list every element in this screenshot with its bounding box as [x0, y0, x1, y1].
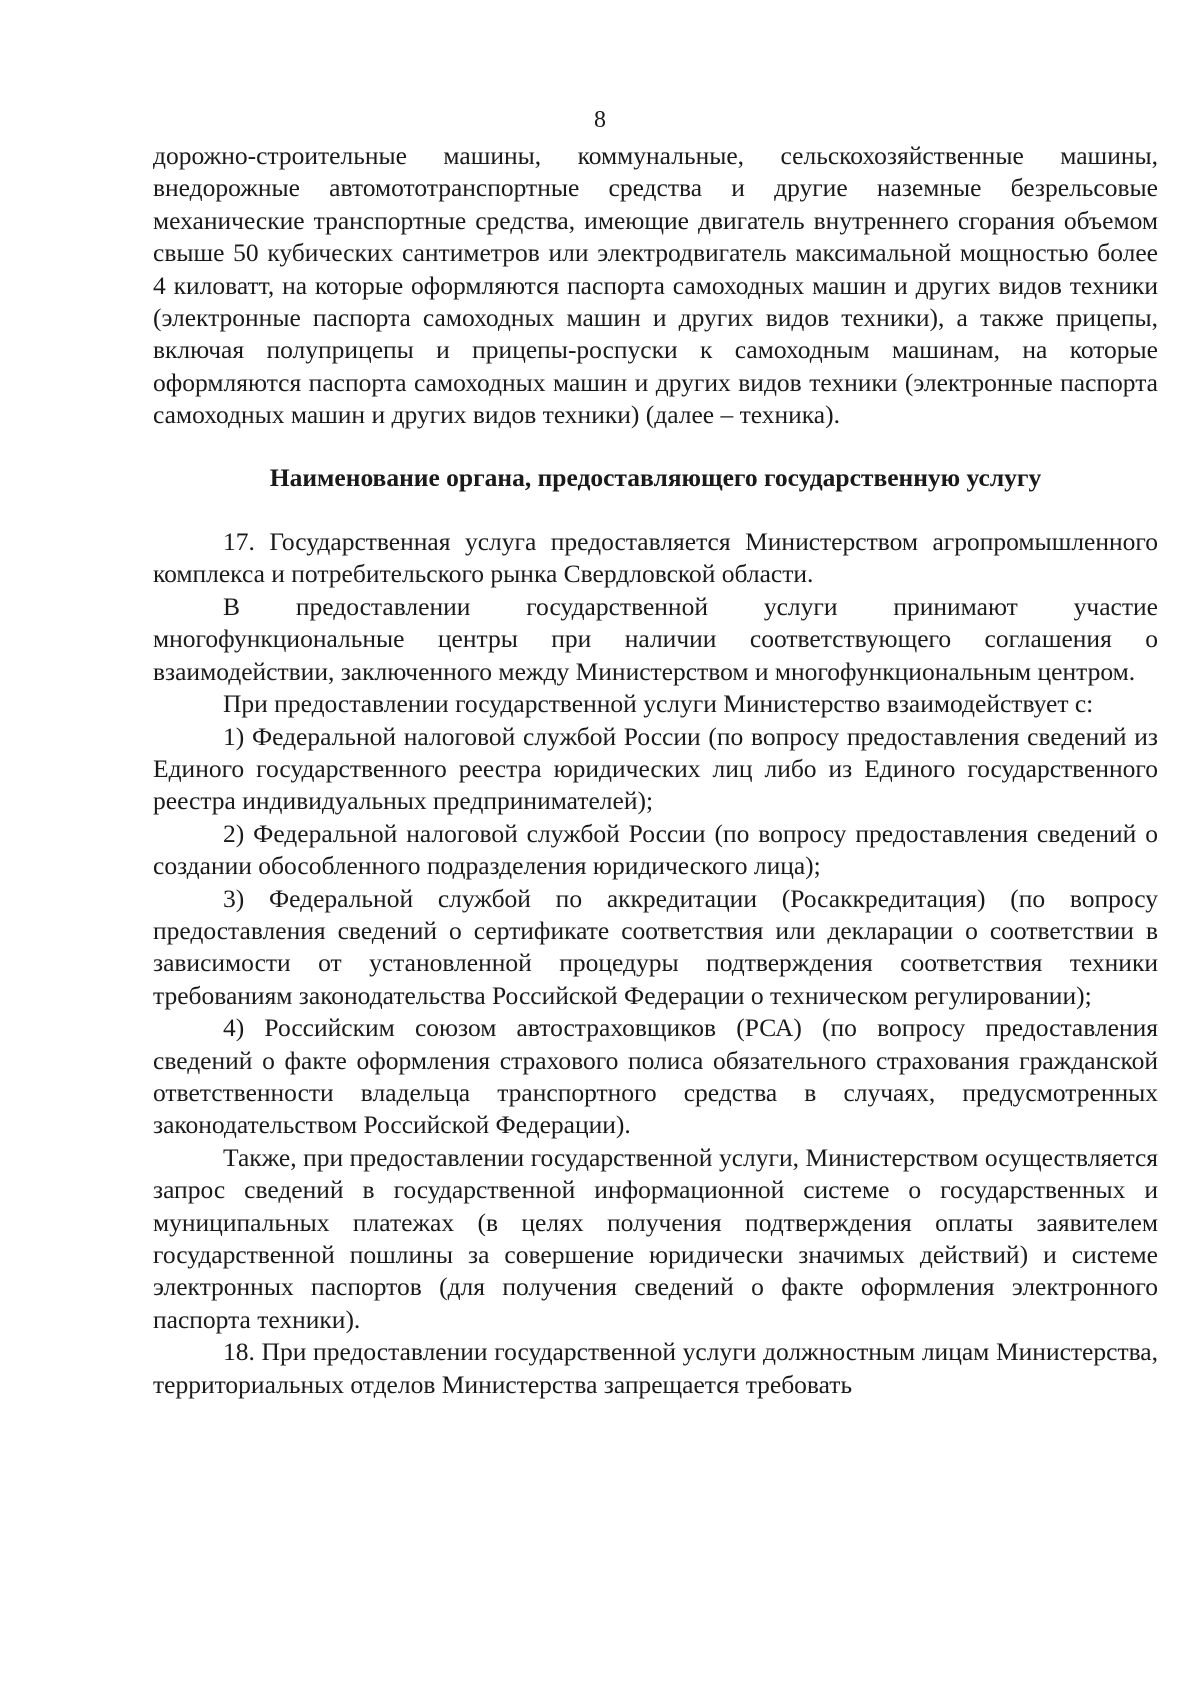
paragraph-17: 17. Государственная услуга предоставляется Министерством агропромышленного комплекса и потребительского рынка Свердловской области.	[153, 527, 1158, 589]
document-body	[153, 140, 1158, 1401]
paragraph-technique-definition: дорожно-строительные машины, коммунальные, сельскохозяйственные машины, внедорожные автомототранспортные средства и другие наземные безрельсовые механические транспортные средства, имеющие двигатель внутреннего сгорания объемом свыше 50 кубических сантиметров или электродвигатель максимальной мощностью более 4 киловатт, на которые оформляются паспорта самоходных машин и других видов техники (электронные паспорта самоходных машин и других видов техники), а также прицепы, включая полуприцепы и прицепы-роспуски к самоходным машинам, на которые оформляются паспорта самоходных машин и других видов техники (электронные паспорта самоходных машин и других видов техники) (далее – техника).	[153, 141, 1158, 430]
list-item-1: 1) Федеральной налоговой службой России (по вопросу предоставления сведений из Единого государственного реестра юридических лиц либо из Единого государственного реестра индивидуальных предпринимателей);	[153, 721, 1158, 816]
list-item-3: 3) Федеральной службой по аккредитации (Росаккредитация) (по вопросу предоставления сведений о сертификате соответствия или декларации о соответствии в зависимости от установленной процедуры подтверждения соответствия техники требованиям законодательства Российской Федерации о техническом регулировании);	[153, 883, 1158, 1010]
page-number: 8	[594, 107, 606, 133]
paragraph-interaction-intro: При предоставлении государственной услуги Министерство взаимодействует с:	[223, 689, 1094, 719]
paragraph-mfc-participation: В предоставлении государственной услуги принимают участие многофункциональные центры при наличии соответствующего соглашения о взаимодействии, заключенного между Министерством и многофункциональным центром.	[153, 591, 1158, 686]
paragraph-18: 18. При предоставлении государственной услуги должностным лицам Министерства, территориальных отделов Министерства запрещается требовать	[153, 1337, 1158, 1399]
list-item-2: 2) Федеральной налоговой службой России (по вопросу предоставления сведений о создании обособленного подразделения юридического лица);	[153, 818, 1158, 881]
list-item-4: 4) Российским союзом автостраховщиков (РСА) (по вопросу предоставления сведений о факте оформления страхового полиса обязательного страхования гражданской ответственности владельца транспортного средства в случаях, предусмотренных законодательством Российской Федерации).	[153, 1013, 1158, 1140]
section-heading: Наименование органа, предоставляющего государственную услугу	[269, 462, 1042, 492]
paragraph-information-request: Также, при предоставлении государственной услуги, Министерством осуществляется запрос сведений в государственной информационной системе о государственных и муниципальных платежах (в целях получения подтверждения оплаты заявителем государственной пошлины за совершение юридически значимых действий) и системе электронных паспортов (для получения сведений о факте оформления электронного паспорта техники).	[153, 1142, 1158, 1334]
